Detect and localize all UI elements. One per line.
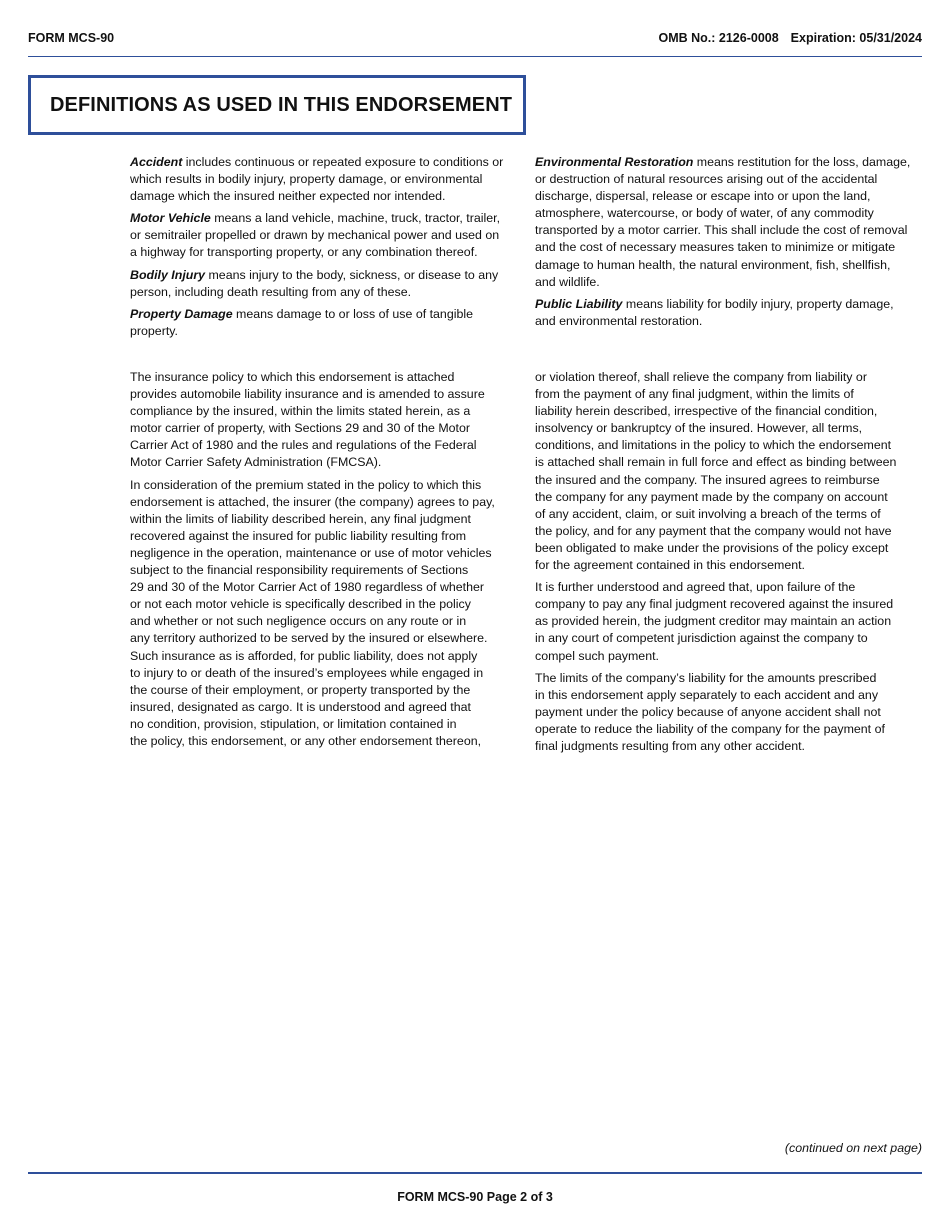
- page-footer: FORM MCS-90 Page 2 of 3: [397, 1190, 553, 1204]
- definition-text-line: discharge, dispersal, release or escape into or upon the land,: [535, 189, 871, 204]
- definition-term: Accident: [130, 155, 183, 169]
- body-line: to injury to or death of the insured’s employees while engaged in: [130, 665, 484, 680]
- body-line: or violation thereof, shall relieve the company from liability or: [535, 370, 867, 384]
- definition-term: Environmental Restoration: [535, 155, 694, 169]
- body-right-column: [535, 369, 896, 760]
- definition-text-line: and the cost of necessary measures taken to minimize or mitigate: [535, 240, 896, 255]
- body-line: It is further understood and agreed that, upon failure of the: [535, 580, 856, 595]
- body-line: within the limits of liability described herein, any final judgment: [130, 511, 471, 526]
- definition-item: [535, 154, 910, 291]
- definition-text-line: means liability for bodily injury, property damage,: [622, 296, 894, 311]
- body-left-column: [130, 369, 495, 755]
- definition-item: [130, 306, 503, 340]
- definition-item: [535, 296, 910, 330]
- body-line: no condition, provision, stipulation, or limitation contained in: [130, 716, 457, 731]
- definition-text-line: means restitution for the loss, damage,: [693, 155, 911, 169]
- form-id: FORM MCS-90: [28, 31, 115, 45]
- body-line: in this endorsement apply separately to each accident and any: [535, 687, 879, 702]
- body-line: conditions, and limitations in the policy to which the endorsement: [535, 438, 892, 453]
- section-title-box: [28, 75, 526, 135]
- definition-text-line: includes continuous or repeated exposure to conditions or: [182, 155, 504, 169]
- body-line: In consideration of the premium stated in the policy to which this: [130, 477, 482, 492]
- definition-term: Bodily Injury: [130, 267, 206, 282]
- definition-text-line: means a land vehicle, machine, truck, tractor, trailer,: [210, 211, 501, 226]
- body-line: liability herein described, irrespective of the financial condition,: [535, 404, 878, 419]
- body-line: 29 and 30 of the Motor Carrier Act of 1980 regardless of whether: [130, 580, 485, 595]
- section-title: DEFINITIONS AS USED IN THIS ENDORSEMENT: [50, 94, 513, 116]
- body-line: compliance by the insured, within the limits stated herein, as a: [130, 404, 471, 419]
- body-line: payment under the policy because of anyone accident shall not: [535, 704, 881, 719]
- body-line: as provided herein, the judgment creditor may maintain an action: [535, 614, 892, 629]
- definition-text-line: damage to human health, the natural environment, fish, shellfish,: [535, 257, 891, 272]
- body-paragraph: [130, 369, 495, 472]
- definition-text-line: which results in bodily injury, property damage, or environmental: [130, 172, 483, 187]
- body-line: insolvency or bankruptcy of the insured. However, all terms,: [535, 421, 863, 436]
- body-line: recovered against the insured for public liability resulting from: [130, 528, 467, 543]
- definitions-right-column: [535, 154, 910, 335]
- definition-item: [130, 154, 503, 205]
- body-line: endorsement is attached, the insurer (the company) agrees to pay,: [130, 494, 495, 509]
- body-line: the course of their employment, or property transported by the: [130, 682, 471, 697]
- body-line: The limits of the company’s liability for the amounts prescribed: [535, 670, 877, 685]
- body-line: motor carrier of property, with Sections 29 and 30 of the Motor: [130, 421, 470, 436]
- body-line: of any accident, claim, or suit involving a breach of the terms of: [535, 506, 881, 521]
- body-line: Carrier Act of 1980 and the rules and regulations of the Federal: [130, 438, 477, 453]
- body-line: negligence in the operation, maintenance or use of motor vehicles: [130, 545, 492, 560]
- body-line: any territory authorized to be served by the insured or elsewhere.: [130, 631, 488, 646]
- body-paragraph: [130, 477, 495, 751]
- body-line: or not each motor vehicle is specifically described in the policy: [130, 597, 471, 612]
- body-line: operate to reduce the liability of the company for the payment of: [535, 721, 885, 736]
- body-line: the company for any payment made by the company on account: [535, 489, 888, 504]
- body-line: provides automobile liability insurance and is amended to assure: [130, 387, 485, 402]
- definition-text-line: means injury to the body, sickness, or disease to any: [205, 267, 499, 282]
- body-line: been obligated to make under the provisions of the policy except: [535, 540, 889, 555]
- definition-text-line: damage which the insured neither expected nor intended.: [130, 189, 446, 204]
- body-line: final judgments resulting from any other accident.: [535, 738, 805, 753]
- body-line: the policy, and for any payment that the company would not have: [535, 523, 892, 538]
- body-paragraph: [535, 579, 896, 664]
- definition-text-line: a highway for transporting property, or any combination thereof.: [130, 245, 478, 260]
- body-paragraph: [535, 369, 896, 574]
- body-line: Such insurance as is afforded, for public liability, does not apply: [130, 648, 478, 663]
- body-line: from the payment of any final judgment, within the limits of: [535, 387, 854, 402]
- expiration-date: Expiration: 05/31/2024: [790, 31, 922, 45]
- body-line: and whether or not such negligence occurs on any route or in: [130, 614, 467, 629]
- definition-item: [130, 267, 503, 301]
- definition-item: [130, 210, 503, 261]
- body-paragraph: [535, 670, 896, 755]
- definition-text-line: atmosphere, watercourse, or body of water, of any commodity: [535, 206, 874, 221]
- definition-text-line: property.: [130, 323, 178, 338]
- header-divider: [28, 56, 922, 57]
- body-line: compel such payment.: [535, 648, 659, 663]
- omb-number: OMB No.: 2126-0008: [658, 31, 779, 45]
- definition-text-line: or semitrailer propelled or drawn by mechanical power and used on: [130, 228, 500, 243]
- body-line: Motor Carrier Safety Administration (FMCSA).: [130, 455, 382, 470]
- definition-term: Public Liability: [535, 296, 623, 311]
- definition-term: Motor Vehicle: [130, 211, 211, 226]
- body-line: in any court of competent jurisdiction against the company to: [535, 631, 868, 646]
- definition-text-line: or destruction of natural resources arising out of the accidental: [535, 172, 878, 187]
- body-line: is attached shall remain in full force and effect as binding between: [535, 455, 897, 470]
- definition-text-line: person, including death resulting from any of these.: [130, 284, 412, 299]
- body-line: subject to the financial responsibility requirements of Sections: [130, 563, 469, 578]
- continued-note: (continued on next page): [784, 1141, 922, 1155]
- definition-text-line: and wildlife.: [535, 274, 600, 289]
- definition-text-line: and environmental restoration.: [535, 313, 703, 328]
- definitions-left-column: [130, 154, 503, 345]
- footer-divider: [28, 1172, 922, 1174]
- body-line: the insured and the company. The insured agrees to reimburse: [535, 472, 880, 487]
- body-line: the policy, this endorsement, or any other endorsement thereon,: [130, 733, 482, 748]
- definition-term: Property Damage: [130, 306, 233, 321]
- body-line: insured, designated as cargo. It is understood and agreed that: [130, 699, 471, 714]
- body-line: company to pay any final judgment recovered against the insured: [535, 597, 894, 612]
- omb-info: [658, 31, 922, 45]
- definition-text-line: means damage to or loss of use of tangible: [232, 306, 473, 321]
- definition-text-line: transported by a motor carrier. This shall include the cost of removal: [535, 223, 908, 238]
- body-line: for the agreement contained in this endorsement.: [535, 558, 806, 573]
- body-line: The insurance policy to which this endorsement is attached: [130, 370, 455, 384]
